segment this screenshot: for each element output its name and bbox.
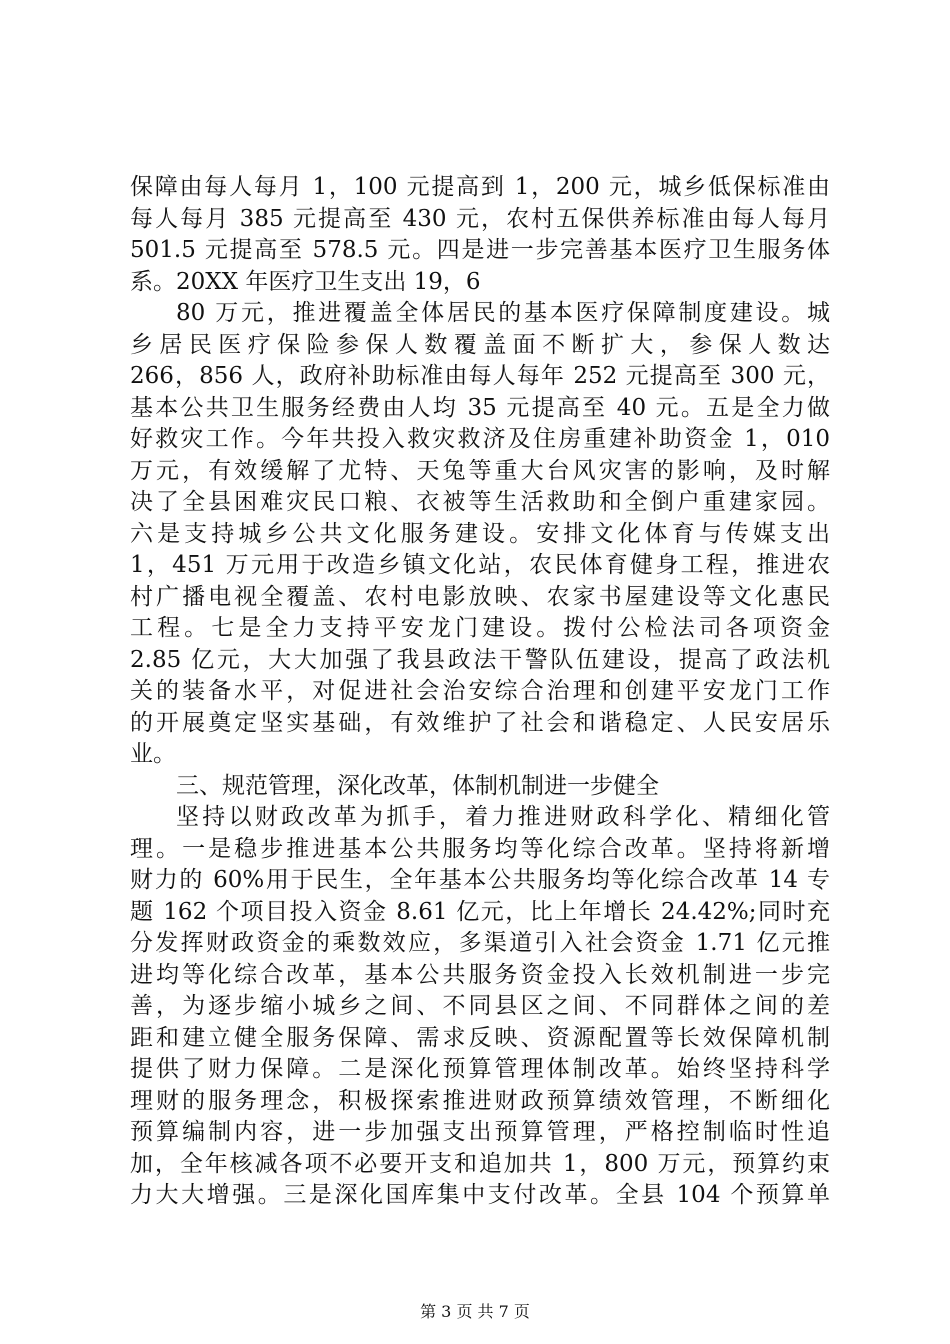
text-line: 村广播电视全覆盖、农村电影放映、农家书屋建设等文化惠民 <box>130 583 830 610</box>
text-line: 好救灾工作。今年共投入救灾救济及住房重建补助资金 1，010 <box>130 426 830 452</box>
text-line: 每人每月 385 元提高至 430 元，农村五保供养标准由每人每月 <box>130 205 830 232</box>
text-line: 坚持以财政改革为抓手，着力推进财政科学化、精细化管 <box>176 804 830 830</box>
text-line: 理。一是稳步推进基本公共服务均等化综合改革。坚持将新增 <box>130 835 830 862</box>
text-line: 的开展奠定坚实基础，有效维护了社会和谐稳定、人民安居乐 <box>130 709 830 736</box>
page-number-footer: 第 3 页 共 7 页 <box>420 1302 530 1321</box>
document-body <box>130 172 830 1212</box>
text-line: 善，为逐步缩小城乡之间、不同县区之间、不同群体之间的差 <box>130 993 830 1019</box>
text-line: 决了全县困难灾民口粮、衣被等生活救助和全倒户重建家园。 <box>130 489 830 515</box>
section-heading: 三、规范管理，深化改革，体制机制进一步健全 <box>176 772 659 799</box>
text-line: 六是支持城乡公共文化服务建设。安排文化体育与传媒支出 <box>130 520 830 547</box>
text-line: 提供了财力保障。二是深化预算管理体制改革。始终坚持科学 <box>130 1056 830 1082</box>
text-line: 分发挥财政资金的乘数效应，多渠道引入社会资金 1.71 亿元推 <box>130 930 830 956</box>
text-line: 保障由每人每月 1，100 元提高到 1，200 元，城乡低保标准由 <box>130 174 830 200</box>
text-line: 财力的 60%用于民生，全年基本公共服务均等化综合改革 14 专 <box>130 867 830 893</box>
text-line: 关的装备水平，对促进社会治安综合治理和创建平安龙门工作 <box>130 678 830 704</box>
text-line: 题 162 个项目投入资金 8.61 亿元，比上年增长 24.42%;同时充 <box>130 898 830 925</box>
text-line: 加，全年核减各项不必要开支和追加共 1，800 万元，预算约束 <box>130 1150 830 1177</box>
text-line: 万元，有效缓解了尤特、天兔等重大台风灾害的影响，及时解 <box>130 457 830 484</box>
text-line: 业。 <box>130 741 176 767</box>
text-line: 预算编制内容，进一步加强支出预算管理，严格控制临时性追 <box>130 1119 830 1145</box>
text-line: 80 万元，推进覆盖全体居民的基本医疗保障制度建设。城 <box>176 300 830 326</box>
text-line: 乡居民医疗保险参保人数覆盖面不断扩大，参保人数达 <box>130 331 830 358</box>
text-line: 基本公共卫生服务经费由人均 35 元提高至 40 元。五是全力做 <box>130 394 830 421</box>
text-line: 理财的服务理念，积极探索推进财政预算绩效管理，不断细化 <box>130 1087 830 1114</box>
text-line: 距和建立健全服务保障、需求反映、资源配置等长效保障机制 <box>130 1024 830 1051</box>
text-line: 501.5 元提高至 578.5 元。四是进一步完善基本医疗卫生服务体 <box>130 237 830 263</box>
text-line: 工程。七是全力支持平安龙门建设。拨付公检法司各项资金 <box>130 615 830 641</box>
text-line: 系。20XX 年医疗卫生支出 19，6 <box>130 268 481 295</box>
text-line: 1，451 万元用于改造乡镇文化站，农民体育健身工程，推进农 <box>130 552 830 578</box>
text-line: 2.85 亿元，大大加强了我县政法干警队伍建设，提高了政法机 <box>130 646 830 673</box>
text-line: 力大大增强。三是深化国库集中支付改革。全县 104 个预算单 <box>130 1182 830 1208</box>
text-line: 进均等化综合改革，基本公共服务资金投入长效机制进一步完 <box>130 961 830 988</box>
text-line: 266，856 人，政府补助标准由每人每年 252 元提高至 300 元， <box>130 363 830 389</box>
